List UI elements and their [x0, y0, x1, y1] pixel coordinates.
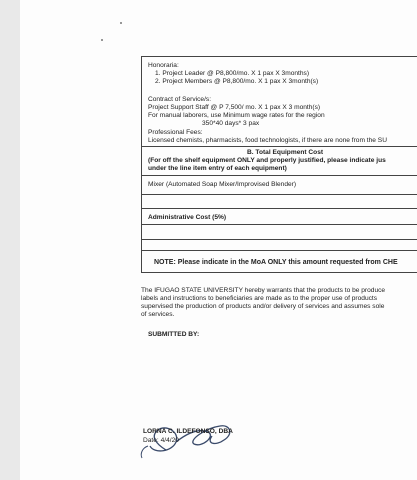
admin-cost-label: Administrative Cost (5%)	[148, 214, 227, 221]
signature-date: Date: 4/4/20	[143, 437, 179, 444]
scan-speck	[120, 22, 122, 24]
row-divider	[142, 175, 417, 176]
honoraria-item: 1. Project Leader @ P8,800/mo. X 1 pax X 3months)	[155, 70, 310, 77]
row-divider	[142, 208, 417, 209]
warranty-line: supervised the production of products and/or delivery of services and assumes sole	[141, 303, 385, 310]
contract-services-line: Project Support Staff @ P 7,500/ mo. X 1 pax X 3 month(s)	[148, 104, 321, 111]
submitted-by-label: SUBMITTED BY:	[148, 331, 200, 338]
warranty-line: labels and instructions to beneficiaries are made as to the proper use of products	[141, 295, 378, 302]
page-edge	[0, 0, 20, 480]
warranty-line: of services.	[141, 311, 175, 318]
moa-note: NOTE: Please indicate in the MoA ONLY this amount requested from CHE	[154, 259, 398, 266]
budget-table	[141, 56, 417, 273]
row-divider	[142, 250, 417, 251]
row-divider	[142, 146, 417, 147]
contract-services-line: 350*40 days* 3 pax	[202, 120, 260, 127]
equipment-item: Mixer (Automated Soap Mixer/Improvised Blender)	[148, 181, 297, 188]
signatory-name: LORNA C. ILDEFONSO, DBA	[143, 428, 233, 435]
professional-fees-line: Licensed chemists, pharmacists, food technologists, if there are none from the SU	[148, 137, 387, 144]
scan-speck	[101, 39, 103, 41]
warranty-line: The IFUGAO STATE UNIVERSITY hereby warrants that the products to be produce	[141, 287, 386, 294]
honoraria-heading: Honoraria:	[148, 62, 179, 69]
honoraria-item: 2. Project Members @ P8,800/mo. X 1 pax X 3month(s)	[155, 78, 319, 85]
row-divider	[142, 224, 417, 225]
equipment-note: (For off the shelf equipment ONLY and properly justified, please indicate jus	[148, 157, 386, 164]
row-divider	[142, 239, 417, 240]
contract-services-heading: Contract of Service/s:	[148, 96, 212, 103]
equipment-note: under the line item entry of each equipment)	[148, 165, 287, 172]
equipment-title: B. Total Equipment Cost	[247, 149, 324, 156]
contract-services-line: For manual laborers, use Minimum wage rates for the region	[148, 112, 325, 119]
table-bottom-border	[142, 272, 417, 273]
row-divider	[142, 194, 417, 195]
professional-fees-heading: Professional Fees:	[148, 129, 203, 136]
